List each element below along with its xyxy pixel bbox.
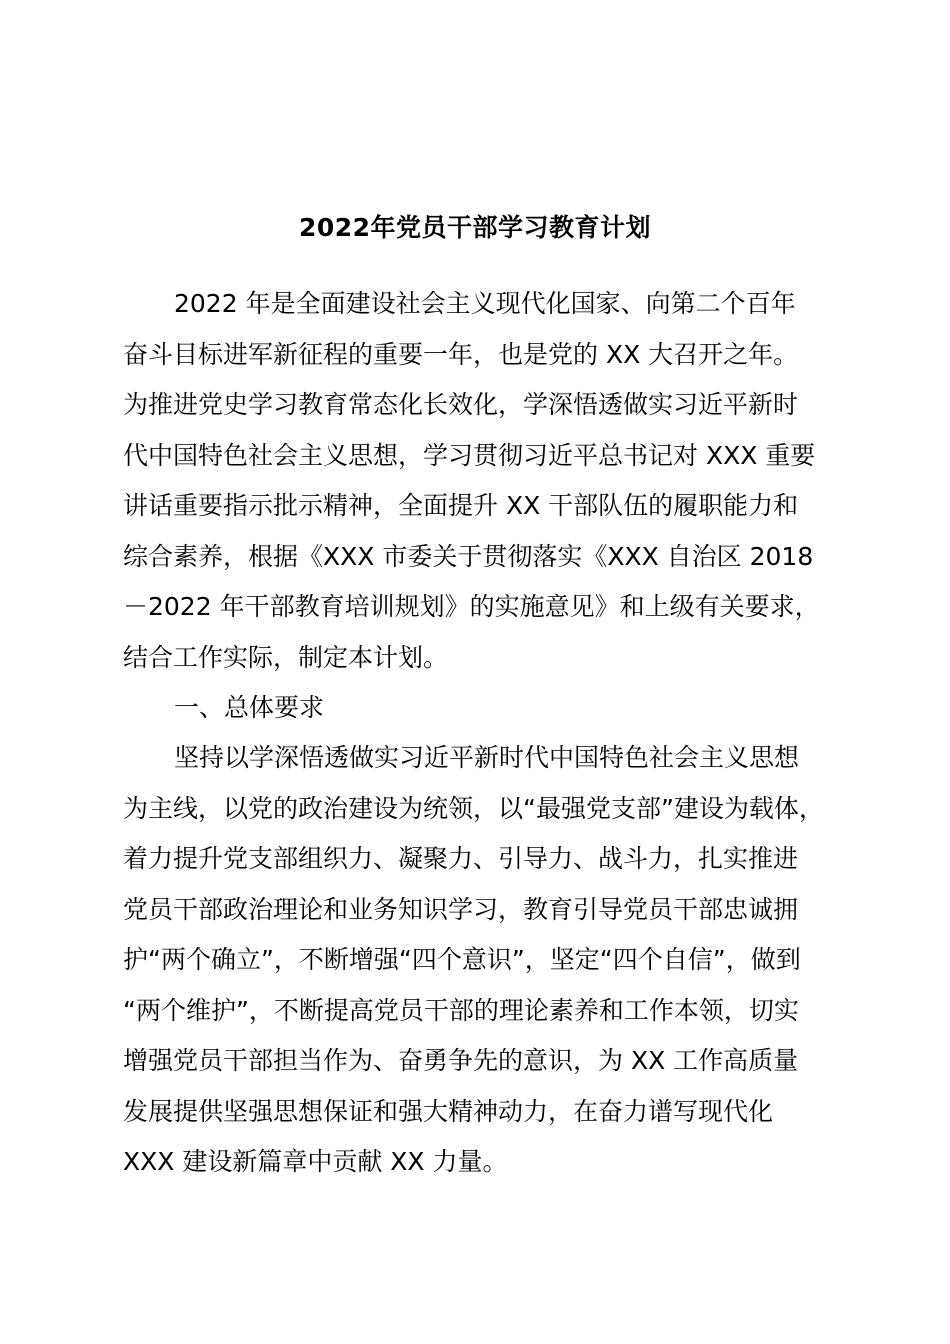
paragraph-line: 坚持以学深悟透做实习近平新时代中国特色社会主义思想 — [174, 743, 800, 772]
paragraph-line: 为推进党史学习教育常态化长效化，学深悟透做实习近平新时 — [123, 390, 799, 419]
paragraph-line: 护“两个确立”，不断增强“四个意识”，坚定“四个自信”，做到 — [123, 945, 801, 974]
paragraph-line: －2022 年干部教育培训规划》的实施意见》和上级有关要求， — [123, 592, 820, 621]
paragraph-line: 2022 年是全面建设社会主义现代化国家、向第二个百年 — [174, 289, 796, 318]
paragraph-line: 代中国特色社会主义思想，学习贯彻习近平总书记对 XXX 重要 — [123, 440, 816, 470]
paragraph-line: 讲话重要指示批示精神，全面提升 XX 干部队伍的履职能力和 — [123, 491, 799, 520]
intro-paragraph — [123, 279, 835, 683]
paragraph-line: 党员干部政治理论和业务知识学习，教育引导党员干部忠诚拥 — [123, 894, 799, 924]
section-paragraph — [123, 733, 835, 1188]
paragraph-line: 发展提供坚强思想保证和强大精神动力，在奋力谱写现代化 — [123, 1096, 774, 1126]
paragraph-line: 着力提升党支部组织力、凝聚力、引导力、战斗力，扎实推进 — [123, 844, 799, 873]
paragraph-line: 增强党员干部担当作为、奋勇争先的意识，为 XX 工作高质量 — [123, 1046, 799, 1075]
paragraph-line: XXX 建设新篇章中贡献 XX 力量。 — [123, 1147, 508, 1176]
paragraph-line: 奋斗目标进军新征程的重要一年，也是党的 XX 大召开之年。 — [123, 339, 799, 369]
section-heading-text: 一、总体要求 — [174, 693, 325, 722]
paragraph-line: 结合工作实际，制定本计划。 — [123, 642, 449, 672]
paragraph-line: “两个维护”，不断提高党员干部的理论素养和工作本领，切实 — [123, 995, 799, 1025]
document-title: 2022年党员干部学习教育计划 — [298, 213, 652, 242]
section-heading — [123, 683, 835, 734]
paragraph-line: 综合素养，根据《XXX 市委关于贯彻落实《XXX 自治区 2018 — [123, 541, 814, 571]
paragraph-line: 为主线，以党的政治建设为统领，以“最强党支部”建设为载体， — [123, 793, 824, 823]
